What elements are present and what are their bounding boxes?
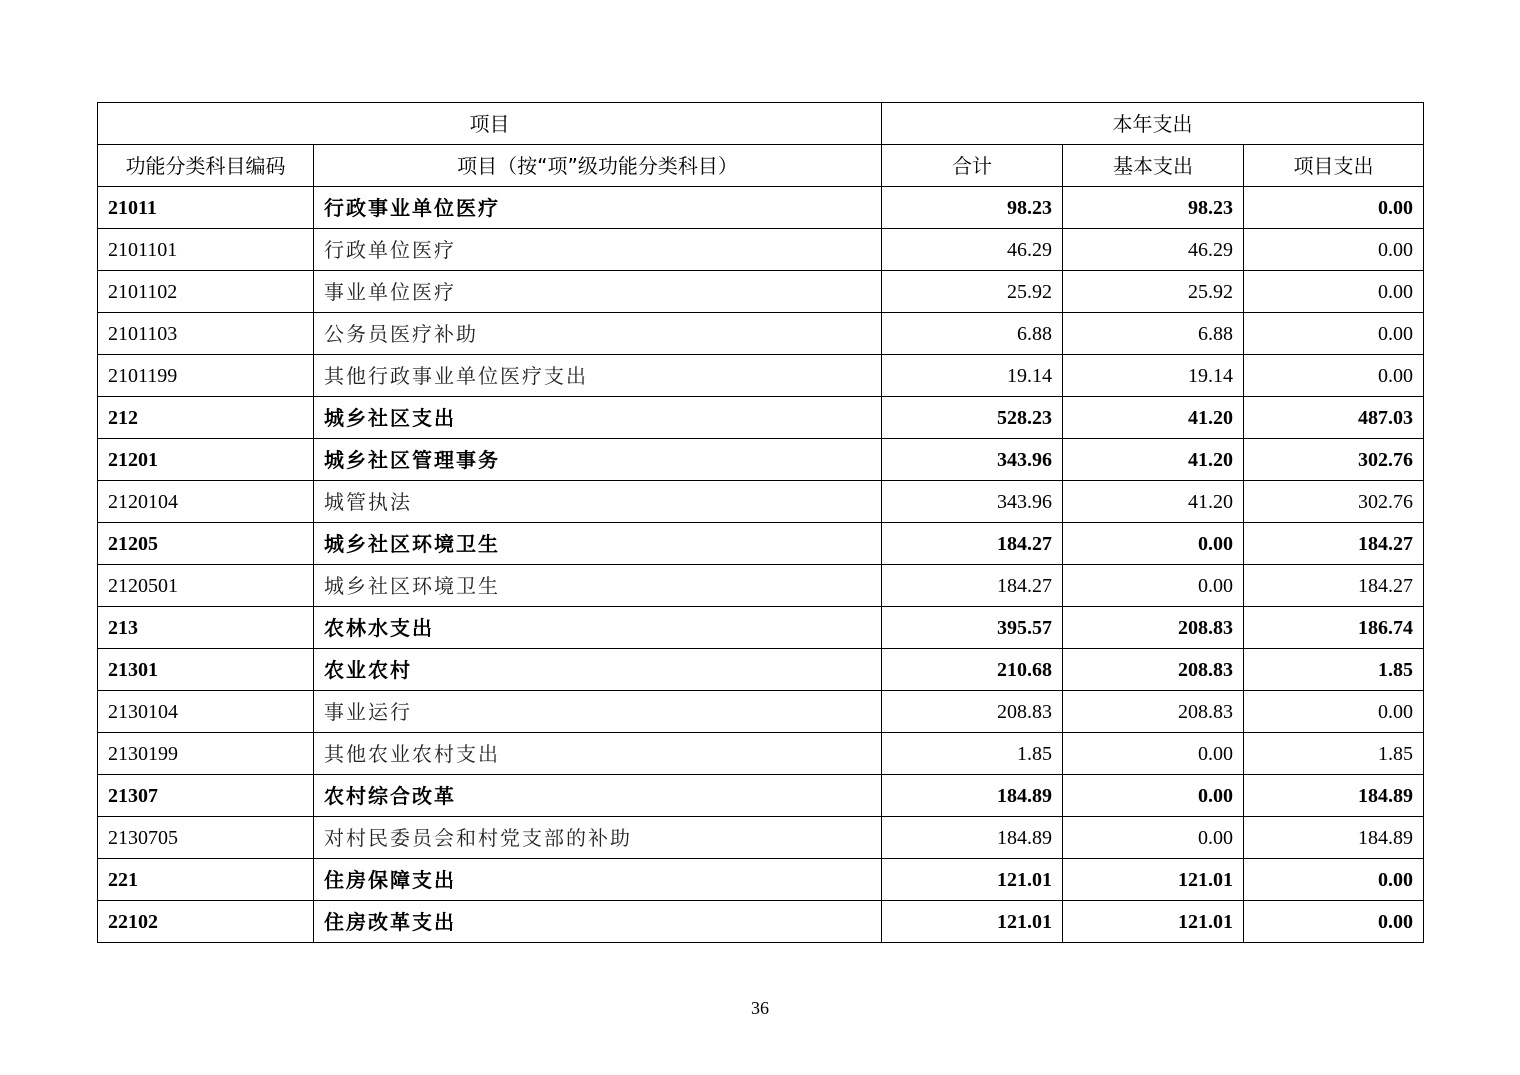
name-cell: 城管执法: [314, 481, 882, 523]
project-cell: 184.27: [1244, 523, 1424, 565]
basic-cell: 0.00: [1063, 523, 1244, 565]
project-cell: 1.85: [1244, 733, 1424, 775]
name-cell: 住房保障支出: [314, 859, 882, 901]
code-cell: 2101199: [98, 355, 314, 397]
basic-cell: 0.00: [1063, 565, 1244, 607]
table-row: [98, 439, 1424, 481]
total-cell: 46.29: [882, 229, 1063, 271]
basic-cell: 41.20: [1063, 439, 1244, 481]
code-cell: 2130104: [98, 691, 314, 733]
project-cell: 0.00: [1244, 859, 1424, 901]
code-cell: 21201: [98, 439, 314, 481]
name-cell: 城乡社区环境卫生: [314, 523, 882, 565]
header-col-basic: 基本支出: [1063, 145, 1244, 187]
project-cell: 0.00: [1244, 229, 1424, 271]
basic-cell: 121.01: [1063, 901, 1244, 943]
header-col-total: 合计: [882, 145, 1063, 187]
table-row: [98, 817, 1424, 859]
header-col-project: 项目支出: [1244, 145, 1424, 187]
expenditure-table: [97, 102, 1424, 943]
total-cell: 6.88: [882, 313, 1063, 355]
project-cell: 184.89: [1244, 817, 1424, 859]
code-cell: 2130199: [98, 733, 314, 775]
table-row: [98, 733, 1424, 775]
total-cell: 184.27: [882, 565, 1063, 607]
code-cell: 2130705: [98, 817, 314, 859]
code-cell: 2120501: [98, 565, 314, 607]
name-cell: 住房改革支出: [314, 901, 882, 943]
total-cell: 98.23: [882, 187, 1063, 229]
basic-cell: 46.29: [1063, 229, 1244, 271]
table-row: [98, 565, 1424, 607]
table-row: [98, 355, 1424, 397]
basic-cell: 0.00: [1063, 775, 1244, 817]
total-cell: 121.01: [882, 901, 1063, 943]
code-cell: 21205: [98, 523, 314, 565]
table-row: [98, 607, 1424, 649]
code-cell: 2120104: [98, 481, 314, 523]
table-row: [98, 691, 1424, 733]
project-cell: 0.00: [1244, 901, 1424, 943]
total-cell: 184.27: [882, 523, 1063, 565]
name-cell: 事业运行: [314, 691, 882, 733]
project-cell: 0.00: [1244, 271, 1424, 313]
name-cell: 其他行政事业单位医疗支出: [314, 355, 882, 397]
project-cell: 0.00: [1244, 355, 1424, 397]
name-cell: 事业单位医疗: [314, 271, 882, 313]
project-cell: 184.27: [1244, 565, 1424, 607]
name-cell: 农林水支出: [314, 607, 882, 649]
total-cell: 184.89: [882, 817, 1063, 859]
table-row: [98, 901, 1424, 943]
total-cell: 19.14: [882, 355, 1063, 397]
project-cell: 184.89: [1244, 775, 1424, 817]
total-cell: 25.92: [882, 271, 1063, 313]
code-cell: 2101101: [98, 229, 314, 271]
basic-cell: 41.20: [1063, 397, 1244, 439]
code-cell: 212: [98, 397, 314, 439]
code-cell: 2101102: [98, 271, 314, 313]
code-cell: 21011: [98, 187, 314, 229]
header-current-year-expenditure: 本年支出: [882, 103, 1424, 145]
table-row: [98, 523, 1424, 565]
project-cell: 1.85: [1244, 649, 1424, 691]
name-cell: 对村民委员会和村党支部的补助: [314, 817, 882, 859]
total-cell: 121.01: [882, 859, 1063, 901]
basic-cell: 41.20: [1063, 481, 1244, 523]
basic-cell: 6.88: [1063, 313, 1244, 355]
name-cell: 其他农业农村支出: [314, 733, 882, 775]
basic-cell: 208.83: [1063, 607, 1244, 649]
table-row: [98, 859, 1424, 901]
code-cell: 21307: [98, 775, 314, 817]
basic-cell: 0.00: [1063, 733, 1244, 775]
name-cell: 行政单位医疗: [314, 229, 882, 271]
name-cell: 公务员医疗补助: [314, 313, 882, 355]
table-row: [98, 775, 1424, 817]
total-cell: 1.85: [882, 733, 1063, 775]
table-row: [98, 229, 1424, 271]
code-cell: 213: [98, 607, 314, 649]
name-cell: 城乡社区环境卫生: [314, 565, 882, 607]
total-cell: 343.96: [882, 481, 1063, 523]
total-cell: 528.23: [882, 397, 1063, 439]
header-row-2: [98, 145, 1424, 187]
basic-cell: 208.83: [1063, 649, 1244, 691]
basic-cell: 208.83: [1063, 691, 1244, 733]
table-row: [98, 313, 1424, 355]
header-item: 项目: [98, 103, 882, 145]
header-col-name: 项目（按“项”级功能分类科目）: [314, 145, 882, 187]
project-cell: 0.00: [1244, 691, 1424, 733]
total-cell: 343.96: [882, 439, 1063, 481]
table-row: [98, 481, 1424, 523]
total-cell: 184.89: [882, 775, 1063, 817]
code-cell: 2101103: [98, 313, 314, 355]
basic-cell: 19.14: [1063, 355, 1244, 397]
project-cell: 0.00: [1244, 187, 1424, 229]
page-number: 36: [751, 998, 769, 1018]
table-row: [98, 271, 1424, 313]
header-col-code: 功能分类科目编码: [98, 145, 314, 187]
name-cell: 农业农村: [314, 649, 882, 691]
project-cell: 186.74: [1244, 607, 1424, 649]
basic-cell: 121.01: [1063, 859, 1244, 901]
project-cell: 302.76: [1244, 481, 1424, 523]
basic-cell: 98.23: [1063, 187, 1244, 229]
code-cell: 221: [98, 859, 314, 901]
project-cell: 0.00: [1244, 313, 1424, 355]
total-cell: 395.57: [882, 607, 1063, 649]
project-cell: 302.76: [1244, 439, 1424, 481]
name-cell: 行政事业单位医疗: [314, 187, 882, 229]
basic-cell: 25.92: [1063, 271, 1244, 313]
total-cell: 210.68: [882, 649, 1063, 691]
table-row: [98, 397, 1424, 439]
project-cell: 487.03: [1244, 397, 1424, 439]
table-row: [98, 649, 1424, 691]
table-row: [98, 187, 1424, 229]
code-cell: 22102: [98, 901, 314, 943]
code-cell: 21301: [98, 649, 314, 691]
total-cell: 208.83: [882, 691, 1063, 733]
basic-cell: 0.00: [1063, 817, 1244, 859]
header-row-1: [98, 103, 1424, 145]
name-cell: 城乡社区支出: [314, 397, 882, 439]
name-cell: 城乡社区管理事务: [314, 439, 882, 481]
name-cell: 农村综合改革: [314, 775, 882, 817]
